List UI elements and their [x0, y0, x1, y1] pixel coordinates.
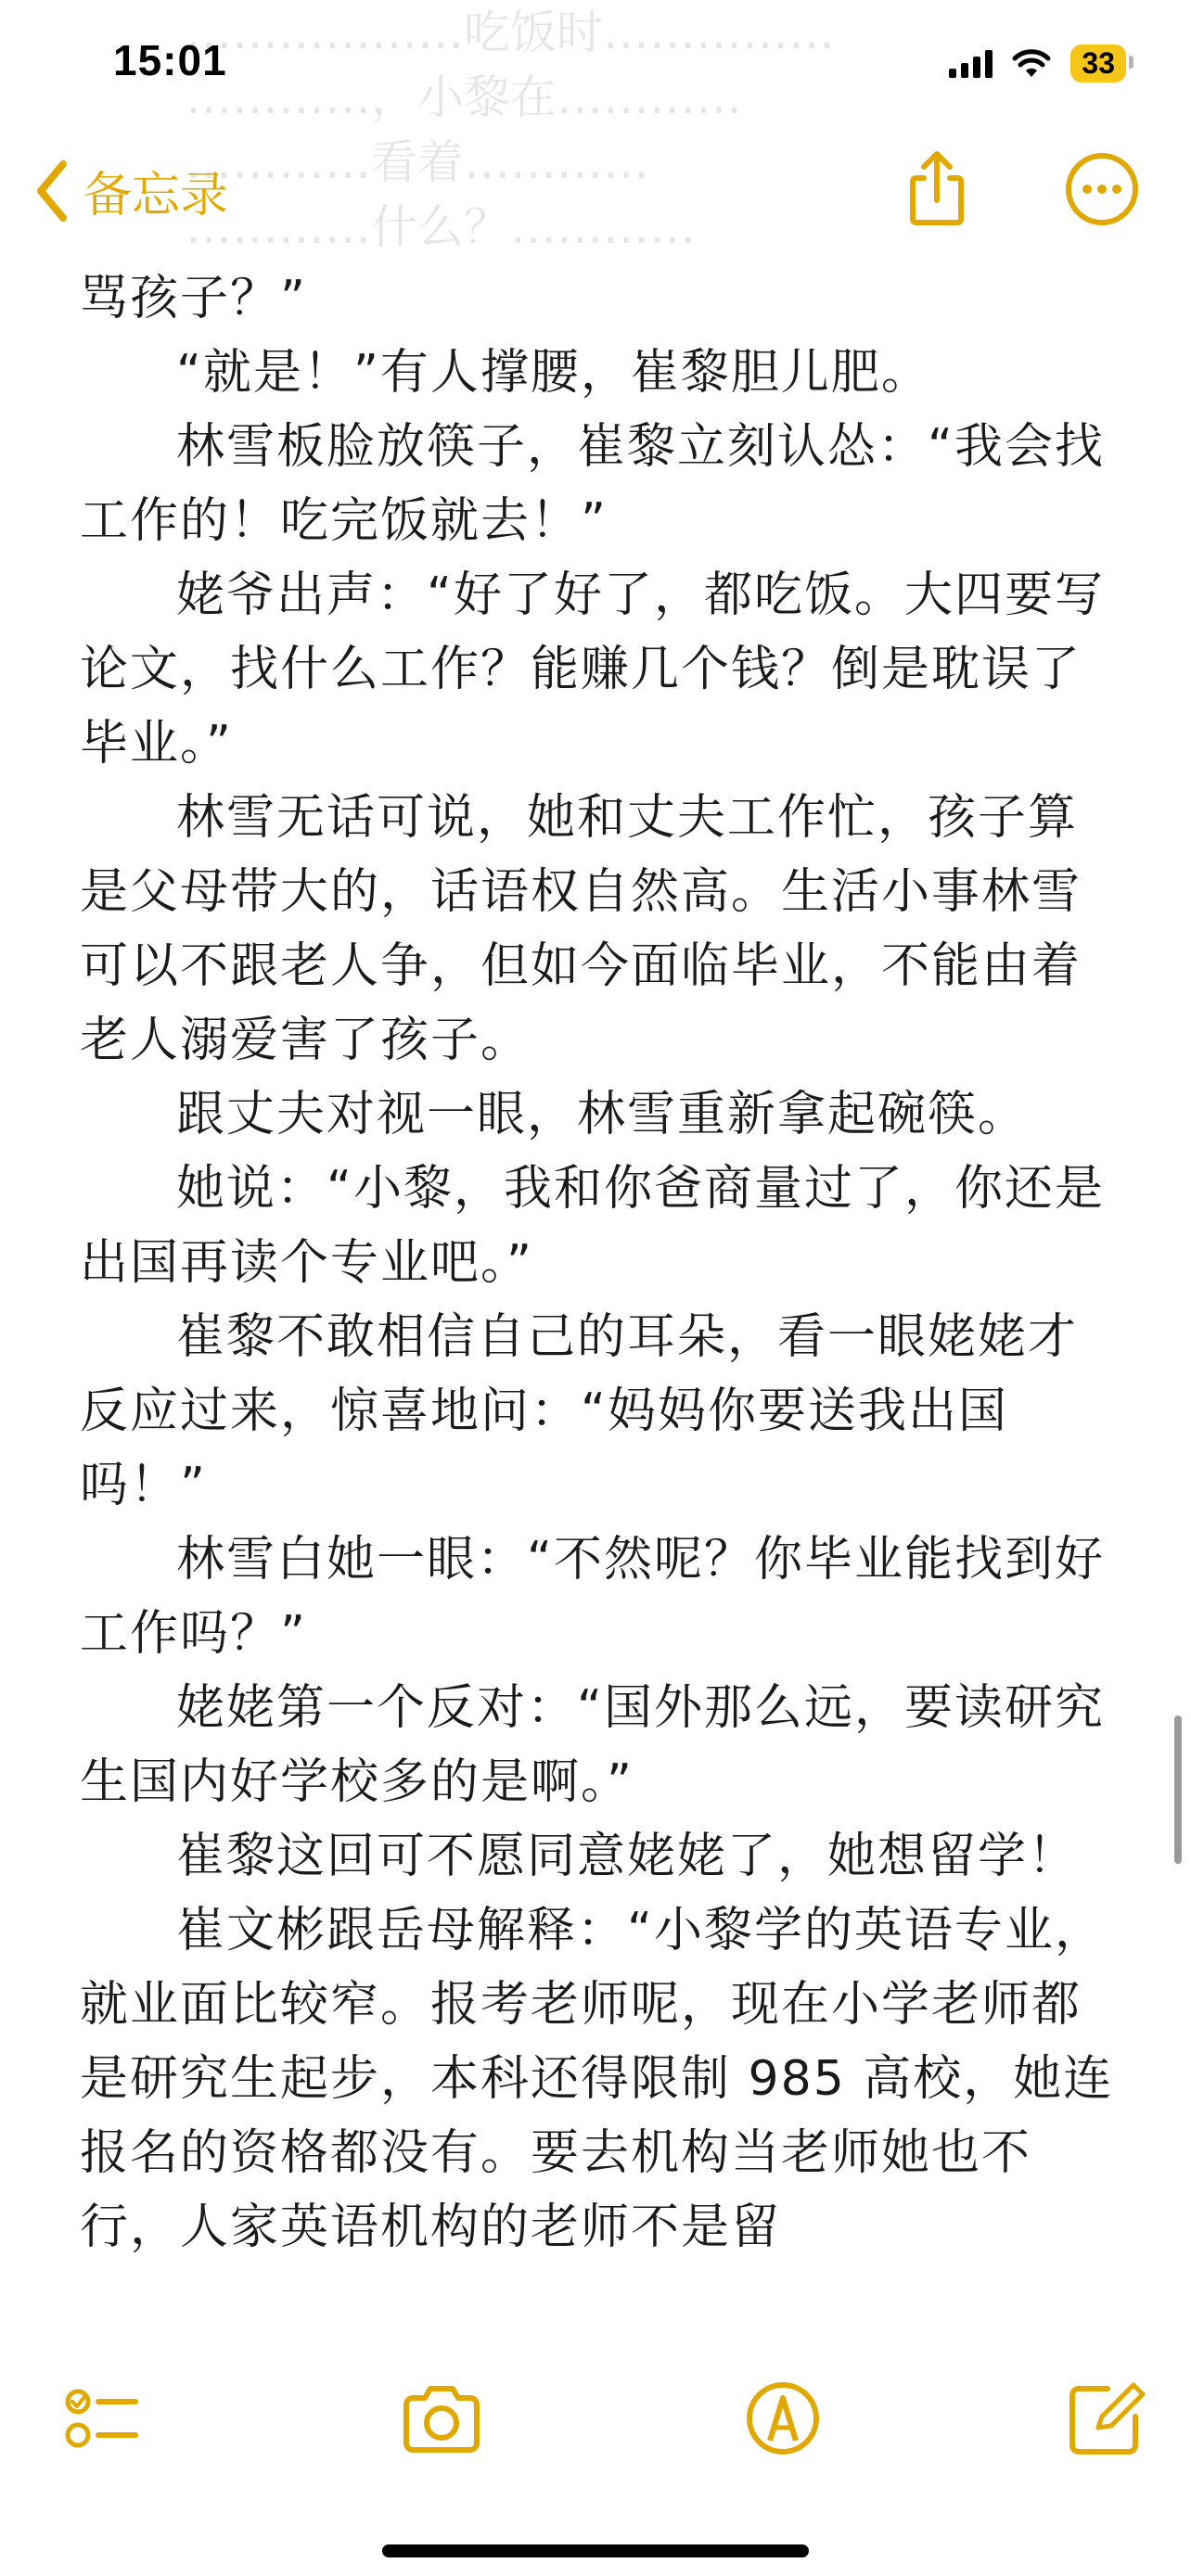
- status-indicators: [949, 45, 1126, 83]
- checklist-button[interactable]: [58, 2374, 147, 2463]
- more-button[interactable]: [1061, 148, 1143, 230]
- compose-button[interactable]: [1061, 2374, 1150, 2463]
- battery-indicator: 33: [1070, 45, 1126, 83]
- markup-pen-icon: [738, 2374, 827, 2463]
- chevron-left-icon: [33, 159, 70, 223]
- note-body[interactable]: [80, 261, 1119, 2264]
- checklist-icon: [58, 2374, 147, 2463]
- ghost-line: …………什么？…………: [186, 200, 696, 254]
- note-paragraph: 崔黎不敢相信自己的耳朵，看一眼姥姥才反应过来，惊喜地问：“妈妈你要送我出国吗！”: [80, 1309, 1079, 1513]
- camera-button[interactable]: [397, 2374, 486, 2463]
- ghost-line: …………，小黎在…………: [186, 70, 742, 124]
- share-icon: [896, 148, 978, 230]
- status-time: 15:01: [113, 36, 227, 84]
- home-indicator[interactable]: [382, 2544, 809, 2557]
- more-icon: [1061, 148, 1143, 230]
- wifi-icon: [1011, 48, 1052, 80]
- markup-button[interactable]: [738, 2374, 827, 2463]
- note-paragraph: 她说：“小黎，我和你爸商量过了，你还是出国再读个专业吧。”: [80, 1161, 1105, 1291]
- navigation-bar: [0, 139, 1191, 250]
- bottom-toolbar: [0, 2374, 1191, 2467]
- note-paragraph: 林雪板脸放筷子，崔黎立刻认怂：“我会找工作的！吃完饭就去！”: [80, 419, 1105, 549]
- share-button[interactable]: [896, 148, 978, 230]
- back-label: 备忘录: [83, 168, 229, 223]
- scroll-indicator[interactable]: [1174, 1715, 1182, 1864]
- ghost-line: ………………吃饭时……………: [186, 6, 835, 59]
- note-paragraph: 跟丈夫对视一眼，林雪重新拿起碗筷。: [176, 1087, 1029, 1142]
- note-paragraph: 崔黎这回可不愿同意姥姥了，她想留学！: [176, 1829, 1079, 1884]
- note-paragraph: 骂孩子？”: [80, 271, 307, 326]
- note-paragraph: 林雪白她一眼：“不然呢？你毕业能找到好工作吗？”: [80, 1532, 1105, 1662]
- note-paragraph: 崔文彬跟岳母解释：“小黎学的英语专业，就业面比较窄。报考老师呢，现在小学老师都是研究生起步，本科还得限制 985 高校，她连报名的资格都没有。要去机构当老师她也不行，人家英语机构的老师不是留: [80, 1903, 1114, 2255]
- cellular-signal-icon: [949, 50, 992, 78]
- ghost-line: …………看着…………: [186, 135, 649, 189]
- note-paragraph: 姥姥第一个反对：“国外那么远，要读研究生国内好学校多的是啊。”: [80, 1680, 1105, 1810]
- back-button[interactable]: [33, 156, 228, 225]
- status-bar: [0, 0, 1191, 139]
- note-paragraph: 林雪无话可说，她和丈夫工作忙，孩子算是父母带大的，话语权自然高。生活小事林雪可以不跟老人争，但如今面临毕业，不能由着老人溺爱害了孩子。: [80, 790, 1082, 1068]
- compose-icon: [1061, 2374, 1150, 2463]
- note-paragraph: 姥爷出声：“好了好了，都吃饭。大四要写论文，找什么工作？能赚几个钱？倒是耽误了毕业。”: [80, 567, 1105, 772]
- camera-icon: [397, 2374, 486, 2463]
- note-paragraph: “就是！”有人撑腰，崔黎胆儿肥。: [176, 345, 931, 401]
